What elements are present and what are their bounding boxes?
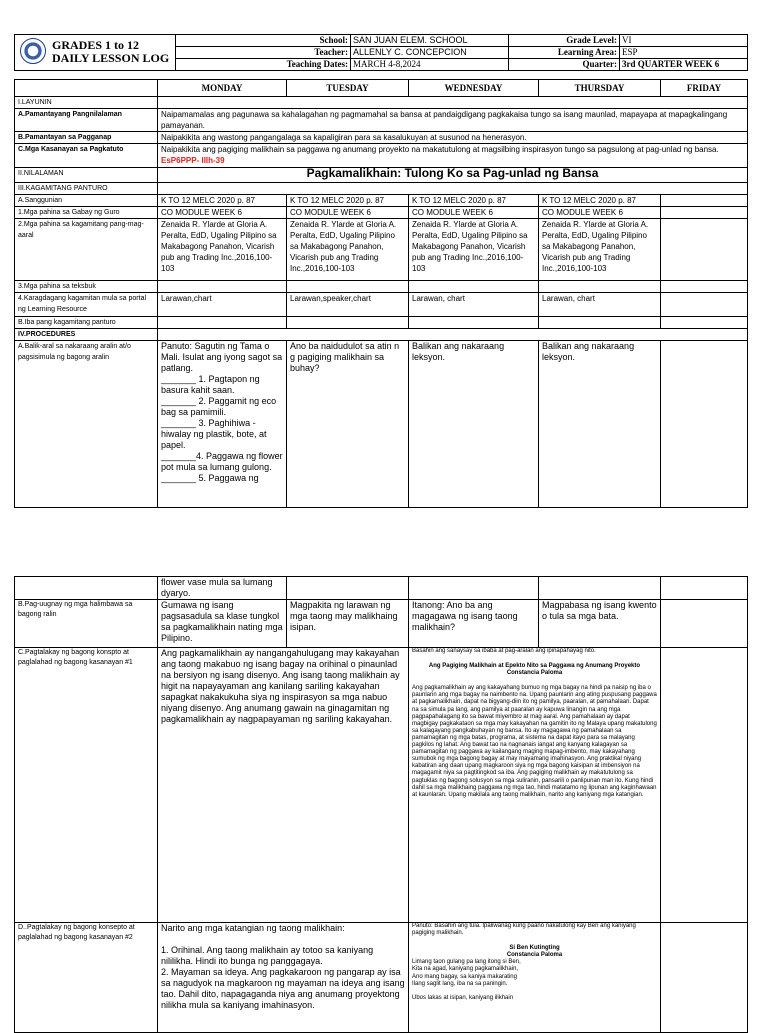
row-label-teksbuk: 3.Mga pahina sa teksbuk [15, 281, 158, 293]
kagamitan-wed: Zenaida R. Ylarde at Gloria A. Peralta, EdD, Ugaling Pilipino sa Makabagong Panahon, Vicarish pub ang Trading Inc.,2016,100-103 [409, 219, 539, 281]
poem-intro: Panuto: Basahin ang tula. Ipaliwanag kung paano nakatulong kay Ben ang kaniyang pagiging malikhain. [412, 923, 636, 937]
pagtalakay-1-mon: Ang pagkamalikhain ay nangangahulugang may kakayahan ang taong makabuo ng isang bagay na orihinal o pinaunlad na bersiyon ng isang disenyo. Ang isang taong malikhain ay higit na napayayaman ang kanilang sariling kakayahan sapagkat nakakukuha siya ng inspirasyon sa mga nabuo niyang disenyo. Ang anumang gawain na ginagamitan ng pagkamalikhain ay nagpapayaman ng sariling kakayahan. [158, 648, 409, 923]
day-header-wednesday: WEDNESDAY [409, 80, 539, 97]
sanggunian-mon: K TO 12 MELC 2020 p. 87 [158, 195, 287, 207]
row-text-pamantayan-sa-pagganap: Naipakikita ang wastong pangangalaga sa kapaligiran para sa kasalukuyan at susunod na henerasyon. [158, 132, 748, 144]
row-label-pamantayan-sa-pagganap: B.Pamantayan sa Pagganap [15, 132, 158, 144]
balik-aral-mon-continued: flower vase mula sa lumang dyaryo. [158, 577, 287, 600]
row-label-gabay-ng-guro: 1.Mga pahina sa Gabay ng Guro [15, 207, 158, 219]
balik-aral-thu: Balikan ang nakaraang leksyon. [539, 341, 661, 508]
kagamitan-tue: Zenaida R. Ylarde at Gloria A. Peralta, EdD, Ugaling Pilipino sa Makabagong Panahon, Vicarish pub ang Trading Inc.,2016,100-103 [287, 219, 409, 281]
karagdagang-mon: Larawan,chart [158, 293, 287, 317]
pagtalakay-2-mon: Narito ang mga katangian ng taong malikhain: 1. Orihinal. Ang taong malikhain ay totoo sa kaniyang nililikha. Hindi ito bunga ng panggagaya. 2. Mayaman sa ideya. Ang pagkakaroon ng pangarap ay isa sa nagudyok na magkaroon ng mayaman na ideya ang isang tao. Dahil dito, napagaganda niya ang anumang proyektong nilikha mula sa kaniyang imahinasyon. [158, 923, 409, 1033]
essay-cell [409, 648, 661, 923]
essay-body: Ang pagkamalikhain ay ang kakayahang bumuo ng mga bagay na hindi pa naisip ng iba o paunlarin ang mga bagay na naimbento na. Upang paunlarin ang ating puspusang paggawa at pagkamalikhain, dapat na bigyang-diin ito ng pamilya, paaralan, at pamahalaan. Dapat na sa simula pa lang, ang pamilya at paaralan ay kapuwa linangin na ang mga pagpapahalagang ito sa bawat miyembro at mag aaral. Ang pamahalaan ay dapat magbigay pagkakataon sa mga may kakayahan na gamitin ito ng Malaya upang makatulong sa kalagayang pangkabuhayan ng bansa. Ito ay magagawa ng pamahalaan sa pamamagitan ng mga batas, programa, at sistema na dapat itayo para sa malayang pagkilos ng lahat. Ang bawat tao na nagnanais iangat ang kanyang kalagayan sa pamamagitan ng paggawa ay kailangang maging mapag-imbento, may kakayahang sumubok ng mga bagong bagay at may mayamang imahinasyon. Ang praktikal niyang kabatiran ang daan upang magkaroon siya ng mga bagong kaisipan at imbensiyon na magagamit niya sa pagtitingkod sa iba. Ang pagiging malikhain ay makatutulong sa pagtuklas ng bagong solusyon sa mga suliranin, pansarili o panlipunan man ito. Kung hindi dahil sa mga malikhaing paggawa ng mga tao, hindi matatamo ng lipunan ang kaginhawaan at kaunlaran. Upang makilala ang taong malikhain, narito ang kaniyang mga katangian. [412, 685, 657, 798]
grade-label: Grade Level: [509, 35, 620, 47]
pag-uugnay-thu: Magpabasa ng isang kwento o tula sa mga bata. [539, 600, 661, 648]
balik-aral-tue: Ano ba naidudulot sa atin n g pagiging malikhain sa buhay? [287, 341, 409, 508]
dates-label: Teaching Dates: [176, 59, 351, 71]
row-label-pamantayang-pangnilalaman: A.Pamantayang Pangnilalaman [15, 109, 158, 132]
essay-title: Ang Pagiging Malikhain at Epekto Nito sa Paggawa ng Anumang Proyekto [428, 663, 641, 670]
teacher-label: Teacher: [176, 47, 351, 59]
row-label-pagtalakay-2: D..Pagtalakay ng bagong konsepto at paglalahad ng bagong kasanayan #2 [15, 923, 158, 1033]
pag-uugnay-tue: Magpakita ng larawan ng mga taong may malikhaing isipan. [287, 600, 409, 648]
sanggunian-tue: K TO 12 MELC 2020 p. 87 [287, 195, 409, 207]
row-label-pagtalakay-1: C.Pagtalakay ng bagong konspto at paglalahad ng bagong kasanayan #1 [15, 648, 158, 923]
pag-uugnay-mon: Gumawa ng isang pagsasadula sa klase tungkol sa pagkamalikhain nating mga Pilipino. [158, 600, 287, 648]
gabay-wed: CO MODULE WEEK 6 [409, 207, 539, 219]
day-header-thursday: THURSDAY [539, 80, 661, 97]
row-label-pag-uugnay: B.Pag-uugnay ng mga halimbawa sa bagong ralin [15, 600, 158, 648]
lesson-table-page-1 [14, 79, 748, 508]
row-label-kagamitang-pang-mag-aaral: 2.Mga pahina sa kagamitang pang-mag-aaral [15, 219, 158, 281]
day-header-friday: FRIDAY [661, 80, 748, 97]
competency-code: EsP6PPP- IIIh-39 [161, 156, 225, 165]
row-text-pamantayang-pangnilalaman: Naipamamalas ang pagunawa sa kahalagahan ng pagmamahal sa bansa at pandaigdigang pagkakaisa tungo sa isang maunlad, mapayapa at mapagkalingang pamayanan. [158, 109, 748, 132]
sanggunian-wed: K TO 12 MELC 2020 p. 87 [409, 195, 539, 207]
school-label: School: [176, 35, 351, 47]
section-layunin: I.LAYUNIN [15, 97, 158, 109]
lesson-table-page-2 [14, 576, 748, 1033]
pag-uugnay-wed: Itanong: Ano ba ang magagawa ng isang taong malikhain? [409, 600, 539, 648]
row-label-nilalaman: II.NILALAMAN [15, 168, 158, 183]
gabay-tue: CO MODULE WEEK 6 [287, 207, 409, 219]
balik-aral-wed: Balikan ang nakaraang leksyon. [409, 341, 539, 508]
lesson-title: Pagkamalikhain: Tulong Ko sa Pag-unlad ng Bansa [158, 168, 748, 183]
logo-line-2: DAILY LESSON LOG [52, 51, 170, 65]
grade-value: VI [620, 35, 748, 47]
dates-value: MARCH 4-8,2024 [351, 59, 509, 71]
sanggunian-thu: K TO 12 MELC 2020 p. 87 [539, 195, 661, 207]
essay-intro: Basahin ang sanaysay sa ibaba at pag-aralan ang ipinapahayag nito. [412, 648, 596, 654]
row-label-sanggunian: A.Sanggunian [15, 195, 158, 207]
day-header-tuesday: TUESDAY [287, 80, 409, 97]
area-value: ESP [620, 47, 748, 59]
karagdagang-tue: Larawan,speaker,chart [287, 293, 409, 317]
logo-line-1: GRADES 1 to 12 [52, 38, 140, 52]
gabay-mon: CO MODULE WEEK 6 [158, 207, 287, 219]
teacher-value: ALLENLY C. CONCEPCION [351, 47, 509, 59]
gabay-thu: CO MODULE WEEK 6 [539, 207, 661, 219]
quarter-label: Quarter: [509, 59, 620, 71]
essay-author: Constancia Paloma [506, 670, 563, 677]
area-label: Learning Area: [509, 47, 620, 59]
poem-title: Si Ben Kutingting [509, 945, 560, 952]
row-label-kasanayan: C.Mga Kasanayan sa Pagkatuto [15, 144, 158, 168]
poem-body: Limang taon gulang pa lang itong si Ben, Kita na agad, kaniyang pagkamalikhain, Ano mang bagay, sa kaniya makarating Ilang saglit lang, iba na sa paningin. Ubos lakas at isipan, kaniyang ilikhain [412, 959, 521, 1001]
kasanayan-text: Naipakikita ang pagiging malikhain sa paggawa ng anumang proyekto na makatutulong at magsilbing inspirasyon tungo sa pagsulong at pag-unlad ng bansa. [161, 145, 719, 154]
section-kagamitang-panturo: III.KAGAMITANG PANTURO [15, 183, 158, 195]
poem-author: Constancia Paloma [506, 952, 563, 959]
header-table [14, 34, 748, 71]
row-label-karagdagang-kagamitan: 4.Karagdagang kagamitan mula sa portal ng Learning Resource [15, 293, 158, 317]
kagamitan-thu: Zenaida R. Ylarde at Gloria A. Peralta, EdD, Ugaling Pilipino sa Makabagong Panahon, Vicarish pub ang Trading Inc.,2016,100-103 [539, 219, 661, 281]
row-label-balik-aral: A.Balik-aral sa nakaraang aralin at/o pagsisimula ng bagong aralin [15, 341, 158, 508]
poem-cell [409, 923, 661, 1033]
karagdagang-wed: Larawan, chart [409, 293, 539, 317]
balik-aral-mon: Panuto: Sagutin ng Tama o Mali. Isulat ang iyong sagot sa patlang. _______ 1. Pagtapon ng basura kahit saan. _______ 2. Paggamit ng eco bag sa pamimili. _______ 3. Paghihiwa - hiwalay ng plastik, bote, at papel. _______4. Paggawa ng flower pot mula sa lumang gulong. _______ 5. Paggawa ng [158, 341, 287, 508]
karagdagang-thu: Larawan, chart [539, 293, 661, 317]
row-text-kasanayan [158, 144, 748, 168]
row-label-iba-pang-kagamitan: B.Iba pang kagamitang panturo [15, 317, 158, 329]
section-procedures: IV.PROCEDURES [15, 329, 158, 341]
day-header-monday: MONDAY [158, 80, 287, 97]
school-value: SAN JUAN ELEM. SCHOOL [351, 35, 509, 47]
kagamitan-mon: Zenaida R. Ylarde at Gloria A. Peralta, EdD, Ugaling Pilipino sa Makabagong Panahon, Vicarish pub ang Trading Inc.,2016,100-103 [158, 219, 287, 281]
quarter-value: 3rd QUARTER WEEK 6 [620, 59, 748, 71]
